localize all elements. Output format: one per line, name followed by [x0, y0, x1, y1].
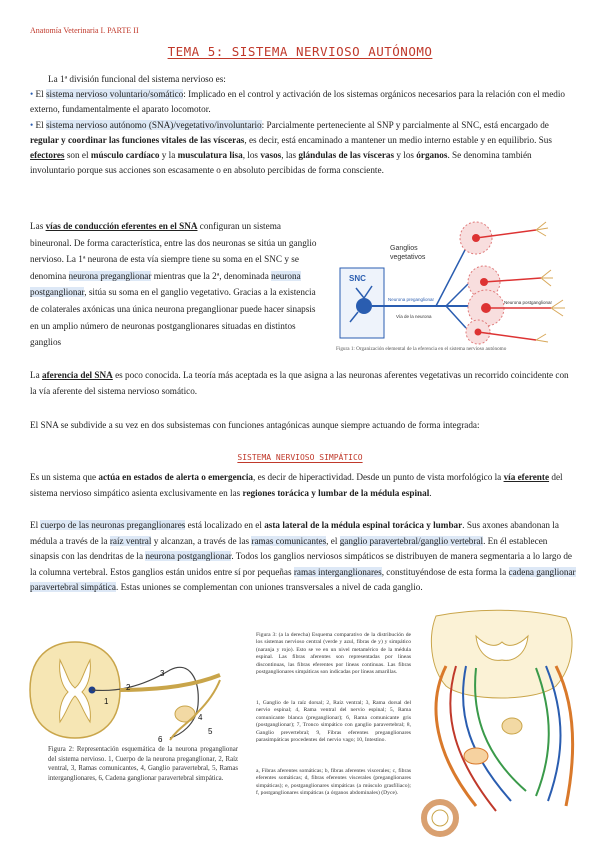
spinal-cord-svg — [20, 630, 230, 745]
figure-1-neuron-diagram — [336, 208, 580, 346]
bullet-dot: • — [30, 89, 34, 99]
collateral-up — [436, 248, 466, 306]
label-via: Vía de la neurona — [396, 314, 432, 319]
bullet-dot: • — [30, 120, 34, 130]
intro-line: La 1ª división funcional del sistema nervioso es: — [48, 74, 226, 84]
figure-3-metameric-diagram — [416, 606, 588, 842]
prevertebral-ganglion — [464, 748, 488, 764]
subdivision-paragraph: El SNA se subdivide a su vez en dos subsistemas con funciones antagónicas aunque siempre actuando de forma integrada: — [30, 420, 480, 430]
num-1: 1 — [104, 697, 109, 706]
spinal-nerve — [120, 675, 220, 690]
ganglion-4 — [466, 320, 536, 344]
neuron-diagram-svg — [336, 208, 580, 346]
afferent-paragraph: La aferencia del SNA es poco conocida. La teoría más aceptada es la que asigna a las neuronas aferentes vegetativas un recorrido coincidente con la vía aferente del sistema nervioso somático. — [30, 370, 569, 396]
sympathetic-paragraph-1: Es un sistema que actúa en estados de alerta o emergencia, es decir de hiperactividad. Desde un punto de vista morfológico la vía eferente del sistema nervioso simpático asienta exclusivamente en las regiones torácica y lumbar de la médula espinal. — [30, 472, 563, 498]
document-header: Anatomía Veterinaria I. PARTE II — [30, 26, 139, 35]
metameric-section-svg — [416, 606, 588, 842]
figure-1-caption: Figura 1: Organización elemental de la eferencia en el sistema nervioso autónomo — [336, 346, 507, 352]
paravertebral-ganglion — [502, 718, 522, 734]
bullet-voluntary: • El sistema nervioso voluntario/somático: Implicado en el control y activación de los sistemas orgánicos necesarios para la relación con el medio externo, fundamentalmente el aparato locomotor. — [30, 89, 566, 114]
figure-2-spinal-cord-diagram — [20, 630, 230, 745]
figure-3-caption-part3: a, Fibras aferentes somáticas; b, fibras aferentes viscerales; c, fibras eferentes somáticas; d, fibras eferentes viscerales (preganglionares simpáticas); e, postganglionares simpáticas (a músculo grasfíliaco); f, postganglionares simpáticas (a órganos abdominales) (Dyce). — [256, 768, 411, 797]
ganglion-1 — [460, 222, 536, 254]
num-4: 4 — [198, 713, 203, 722]
page-title: TEMA 5: SISTEMA NERVIOSO AUTÓNOMO — [167, 44, 433, 59]
figure-2-numbers — [104, 669, 213, 744]
figure-3-caption-part1: Figura 3: (a la derecha) Esquema comparativo de la distribución de los sistemas nervioso central (verde y azul, fibras de y) y simpático (naranja y rojo). Esto se ve en un nivel metamérico de la médula espinal. Las fibras aferentes son representadas por líneas discontinuas, las fibras eferentes por líneas continuas. Las fibras postganglionares simpáticas son indicadas por líneas amarillas. — [256, 632, 411, 676]
collateral-down — [446, 306, 466, 328]
num-3: 3 — [160, 669, 165, 678]
num-6: 6 — [158, 735, 163, 744]
figure-2-caption: Figura 2: Representación esquemática de la neurona preganglionar del sistema nervioso. 1, Cuerpo de la neurona preganglionar, 2, Raíz ventral, 3, Ramas comunicantes, 4, Ganglio paravertebral, 5, Ramas interganglionares, 6, Cadena ganglionar paravertebral simpática. — [48, 746, 238, 782]
collateral-mid — [446, 284, 468, 306]
sympathetic-paragraph-2: El cuerpo de las neuronas preganglionares está localizado en el asta lateral de la médula espinal torácica y lumbar. Sus axones abandonan la médula a través de la raíz ventral y alcanzan, a través de las ramas comunicantes, el ganglio paravertebral/ganglio vertebral. En él establecen sinapsis con las dendritas de la neurona postganglionar. Todos los ganglios nerviosos simpáticos se distribuyen de manera segmentaria a lo largo de la columna vertebral. Estos ganglios están unidos entre sí por pequeñas ramas interganglionares, constituyéndose de esta forma la cadena ganglionar paravertebral simpática. Estas uniones se complementan con uniones transversales a nivel de cada ganglio. — [30, 520, 576, 593]
figure-3-caption-part2: 1, Ganglio de la raíz dorsal; 2, Raíz ventral; 3, Rama dorsal del nervio espinal; 4, Rama ventral del nervio espinal; 5, Rama comunicante blanca (preganglionar); 6, Rama comunicante gris (postganglionar); 7, Tronco simpático con ganglio paravertebral; 8, Ganglio prevertebral; 9, Fibras eferentes preganglionares parasimpáticas procedentes del nervio vago; 10, Intestino. — [256, 700, 411, 744]
effector-terminals — [536, 222, 565, 342]
num-5: 5 — [208, 727, 213, 736]
label-post: Neurona postganglionar — [504, 300, 553, 305]
label-vegetativos: vegetativos — [390, 254, 426, 261]
num-2: 2 — [126, 683, 131, 692]
bullet-autonomic: • El sistema nervioso autónomo (SNA)/vegetativo/involuntario: Parcialmente perteneciente al SNP y parcialmente al SNC, está encargado de regular y coordinar las funciones vitales de las vísceras, es decir, está encaminado a mantener un medio interno estable y en equilibrio. Sus efectores son el músculo cardíaco y la musculatura lisa, los vasos, las glándulas de las vísceras y los órganos. Se denomina también involuntario porque sus acciones son escasamente o en absoluto percibidas de forma consciente. — [30, 120, 552, 175]
label-pre: Neurona preganglionar — [388, 297, 435, 302]
efferent-paragraph: Las vías de conducción eferentes en el SNA configuran un sistema bineuronal. De forma característica, entre las dos neuronas se sitúa un ganglio nervioso. La 1ª neurona de esta vía siempre tiene su soma en el SNC y se denomina neurona preganglionar mientras que la 2ª, denominada neurona postganglionar, sitúa su soma en el ganglio vegetativo. Gracias a la existencia de colaterales axónicas una única neurona preganglionar puede hacer sinapsis en un amplio número de neuronas postganglionares situadas en distintos ganglios — [30, 221, 317, 348]
label-snc: SNC — [349, 274, 366, 283]
label-ganglios: Ganglios — [390, 245, 418, 252]
intestine-lumen — [432, 810, 448, 826]
section-sympathetic-heading: SISTEMA NERVIOSO SIMPÁTICO — [237, 453, 363, 462]
